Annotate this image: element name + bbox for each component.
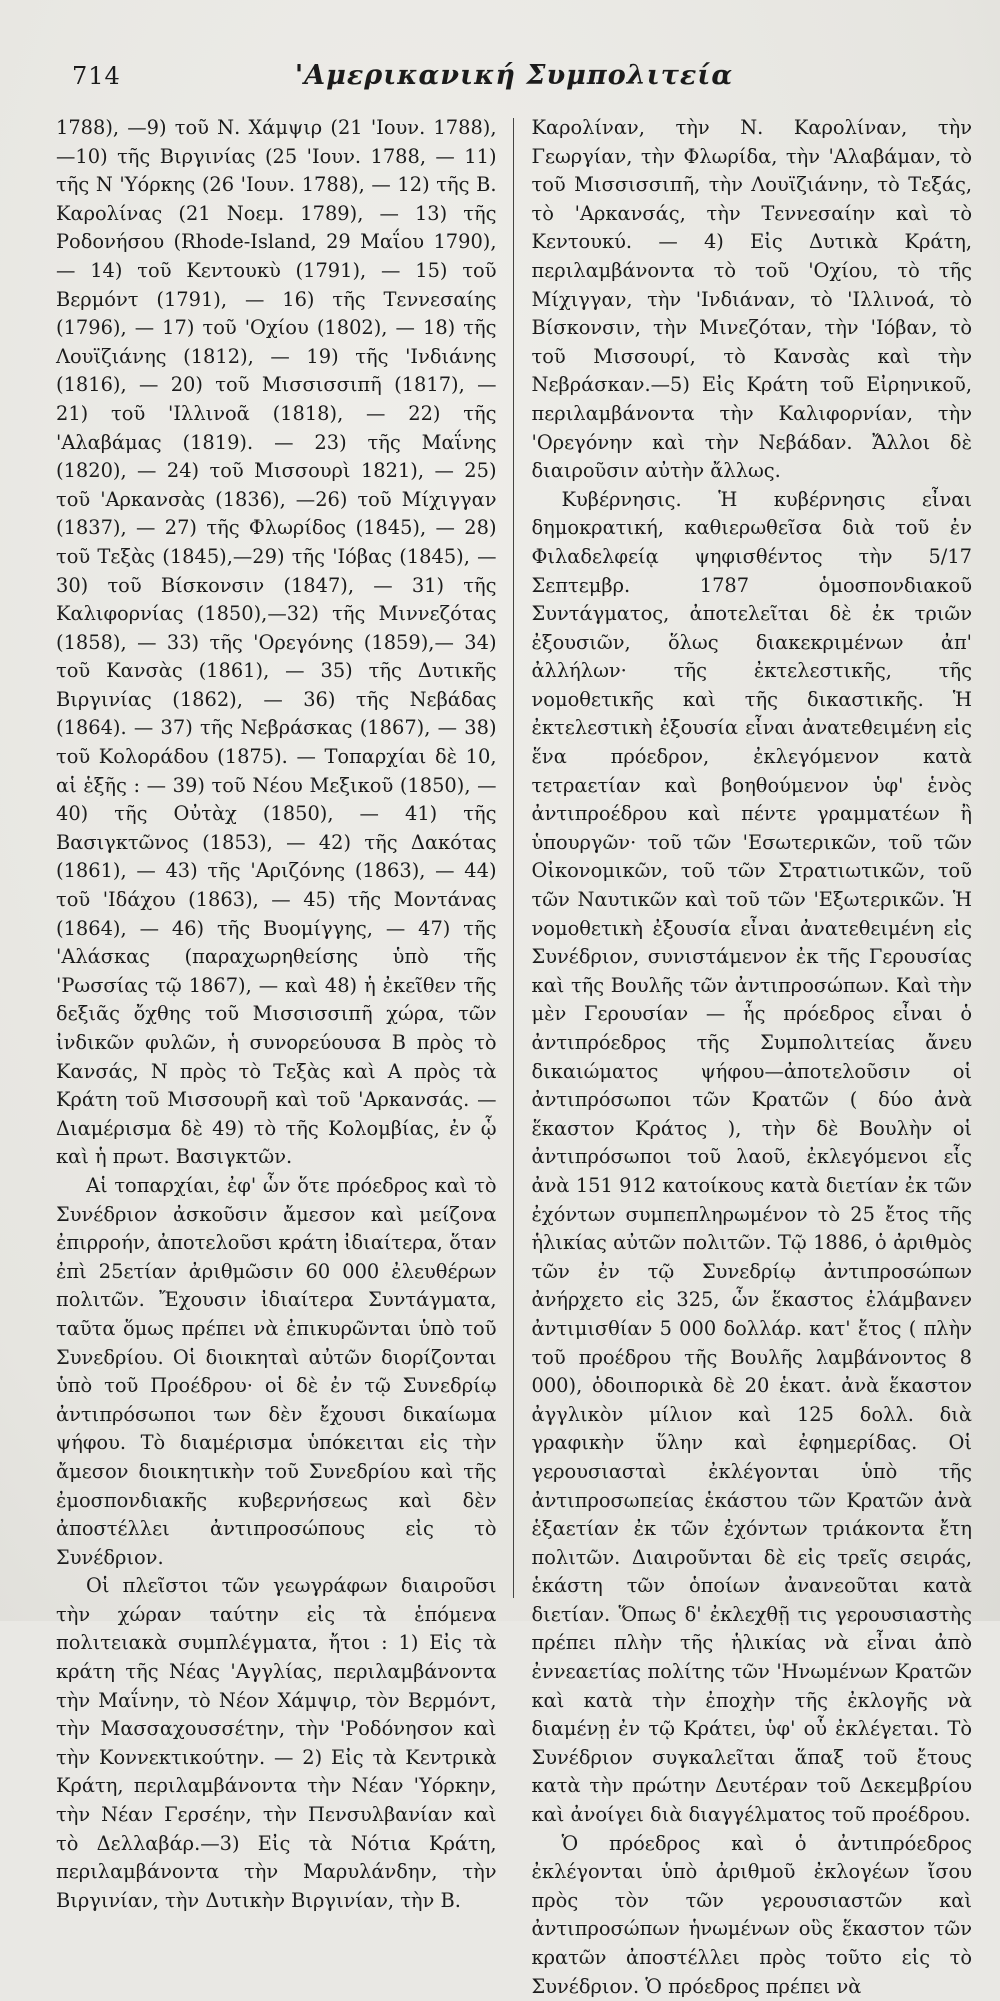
right-paragraph-1: Καρολίναν, τὴν Ν. Καρολίναν, τὴν Γεωργίαν, τὴν Φλωρίδα, τὴν 'Αλαβάμαν, τὸ τοῦ Μισσισσιπῆ, τὴν Λουϊζιάνην, τὸ Τεξάς, τὸ 'Αρκανσάς, τὴν Τεννεσαίην καὶ τὸ Κεντουκύ. — 4) Εἰς Δυτικὰ Κράτη, περιλαμβάνοντα τὸ τοῦ 'Οχίου, τὸ τῆς Μίχιγγαν, τὴν 'Ινδιάναν, τὸ 'Ιλλινοά, τὸ Βίσκονσιν, τὴν Μινεζόταν, τὴν 'Ιόβαν, τὸ τοῦ Μισσουρί, τὸ Κανσὰς καὶ τὴν Νεβράσκαν.—5) Εἰς Κράτη τοῦ Εἰρηνικοῦ, περιλαμβάνοντα τὴν Καλιφορνίαν, τὴν 'Ορεγόνην καὶ τὴν Νεβάδαν. Ἄλλοι δὲ διαιροῦσιν αὐτὴν ἄλλως. xyxy=(531,116,973,483)
left-paragraph-2: Αἱ τοπαρχίαι, ἐφ' ὧν ὅτε πρόεδρος καὶ τὸ Συνέδριον ἀσκοῦσιν ἄμεσον καὶ μείζονα ἐπιρροήν, ἀποτελοῦσι κράτη ἰδιαίτερα, ὅταν ἐπὶ 25ετίαν ἀριθμῶσιν 60 000 ἐλευθέρων πολιτῶν. Ἔχουσιν ἰδιαίτερα Συντάγματα, ταῦτα ὅμως πρέπει νὰ ἐπικυρῶνται ὑπὸ τοῦ Συνεδρίου. Οἱ διοικηταὶ αὐτῶν διορίζονται ὑπὸ τοῦ Προέδρου· οἱ δὲ ἐν τῷ Συνεδρίῳ ἀντιπρόσωποι των δὲν ἔχουσι δικαίωμα ψήφου. Τὸ διαμέρισμα ὑπόκειται εἰς τὴν ἄμεσον διοικητικὴν τοῦ Συνεδρίου καὶ τῆς ἐμοσπονδιακῆς κυβερνήσεως καὶ δὲν ἀποστέλλει ἀντιπροσώπους εἰς τὸ Συνέδριον. xyxy=(56,1173,497,1569)
left-column xyxy=(56,114,513,1912)
right-column xyxy=(514,114,973,1998)
right-paragraph-2: Κυβέρνησις. Ἡ κυβέρνησις εἶναι δημοκρατική, καθιερωθεῖσα διὰ τοῦ ἐν Φιλαδελφείᾳ ψηφισθέντος τὴν 5/17 Σεπτεμβρ. 1787 ὁμοσπονδιακοῦ Συντάγματος, ἀποτελεῖται δὲ ἐκ τριῶν ἐξουσιῶν, ὅλως διακεκριμένων ἀπ' ἀλλήλων· τῆς ἐκτελεστικῆς, τῆς νομοθετικῆς καὶ τῆς δικαστικῆς. Ἡ ἐκτελεστικὴ ἐξουσία εἶναι ἀνατεθειμένη εἰς ἕνα πρόεδρον, ἐκλεγόμενον κατὰ τετραετίαν καὶ βοηθούμενον ὑφ' ἑνὸς ἀντιπροέδρου καὶ πέντε γραμματέων ἢ ὑπουργῶν· τοῦ τῶν 'Εσωτερικῶν, τοῦ τῶν Οἰκονομικῶν, τοῦ τῶν Στρατιωτικῶν, τοῦ τῶν Ναυτικῶν καὶ τοῦ τῶν 'Εξωτερικῶν. Ἡ νομοθετικὴ ἐξουσία εἶναι ἀνατεθειμένη εἰς Συνέδριον, συνιστάμενον ἐκ τῆς Γερουσίας καὶ τῆς Βουλῆς τῶν ἀντιπροσώπων. Καὶ τὴν μὲν Γερουσίαν — ἧς πρόεδρος εἶναι ὁ ἀντιπρόεδρος τῆς Συμπολιτείας ἄνευ δικαιώματος ψήφου—ἀποτελοῦσιν οἱ ἀντιπρόσωποι τῶν Κρατῶν ( δύο ἀνὰ ἕκαστον Κράτος ), τὴν δὲ Βουλὴν οἱ ἀντιπρόσωποι τοῦ λαοῦ, ἐκλεγόμενοι εἷς ἀνὰ 151 912 κατοίκους κατὰ διετίαν ἐκ τῶν ἐχόντων συμπεπληρωμένον τὸ 25 ἔτος τῆς ἡλικίας αὐτῶν πολιτῶν. Τῷ 1886, ὁ ἀριθμὸς τῶν ἐν τῷ Συνεδρίῳ ἀντιπροσώπων ἀνήρχετο εἰς 325, ὧν ἕκαστος ἐλάμβανεν ἀντιμισθίαν 5 000 δολλάρ. κατ' ἔτος ( πλὴν τοῦ προέδρου τῆς Βουλῆς λαμβάνοντος 8 000), ὁδοιπορικὰ δὲ 20 ἑκατ. ἀνὰ ἕκαστον ἀγγλικὸν μίλιον καὶ 125 δολλ. διὰ γραφικὴν ὕλην καὶ ἐφημερίδας. Οἱ γερουσιασταὶ ἐκλέγονται ὑπὸ τῆς ἀντιπροσωπείας ἑκάστου τῶν Κρατῶν ἀνὰ ἑξαετίαν ἐκ τῶν ἐχόντων τριάκοντα ἔτη πολιτῶν. Διαιροῦνται δὲ εἰς τρεῖς σειράς, ἑκάστη τῶν ὁποίων ἀνανεοῦται κατὰ διετίαν. Ὅπως δ' ἐκλεχθῇ τις γερουσιαστὴς πρέπει πλὴν τῆς ἡλικίας νὰ εἶναι ἀπὸ ἐννεαετίας πολίτης τῶν 'Ηνωμένων Κρατῶν καὶ κατὰ τὴν ἐποχὴν τῆς ἐκλογῆς νὰ διαμένῃ ἐν τῷ Κράτει, ὑφ' οὗ ἐκλέγεται. Τὸ Συνέδριον συγκαλεῖται ἅπαξ τοῦ ἔτους κατὰ τὴν πρώτην Δευτέραν τοῦ Δεκεμβρίου καὶ ἀνοίγει διὰ διαγγέλματος τοῦ προέδρου. xyxy=(531,487,973,1827)
running-title: 'Αμερικανική Συμπολιτεία xyxy=(294,60,734,91)
right-paragraph-3: Ὁ πρόεδρος καὶ ὁ ἀντιπρόεδρος ἐκλέγονται ὑπὸ ἀριθμοῦ ἐκλογέων ἴσου πρὸς τὸν τῶν γερουσιαστῶν καὶ ἀντιπροσώπων ἡνωμένων οὓς ἕκαστον τῶν κρατῶν ἀποστέλλει πρὸς τοῦτο εἰς τὸ Συνέδριον. Ὁ πρόεδρος πρέπει νὰ xyxy=(531,1831,973,1998)
left-paragraph-3: Οἱ πλεῖστοι τῶν γεωγράφων διαιροῦσι τὴν χώραν ταύτην εἰς τὰ ἑπόμενα πολιτειακὰ συμπλέγματα, ἤτοι : 1) Εἰς τὰ κράτη τῆς Νέας 'Αγγλίας, περιλαμβάνοντα τὴν Μαΐνην, τὸ Νέον Χάμψιρ, τὸν Βερμόντ, τὴν Μασσαχουσσέτην, τὴν 'Ροδόνησον καὶ τὴν Κοννεκτικούτην. — 2) Εἰς τὰ Κεντρικὰ Κράτη, περιλαμβάνοντα τὴν Νέαν 'Υόρκην, τὴν Νέαν Γερσέην, τὴν Πενσυλβανίαν καὶ τὸ Δελλαβάρ.—3) Εἰς τὰ Νότια Κράτη, περιλαμβάνοντα τὴν Μαρυλάνδην, τὴν Βιργινίαν, τὴν Δυτικὴν Βιργινίαν, τὴν Β. xyxy=(56,1574,497,1912)
left-paragraph-1: 1788), —9) τοῦ Ν. Χάμψιρ (21 'Ιουν. 1788), —10) τῆς Βιργινίας (25 'Ιουν. 1788, — 11) τῆς Ν 'Υόρκης (26 'Ιουν. 1788), — 12) τῆς Β. Καρολίνας (21 Νοεμ. 1789), — 13) τῆς Ροδονήσου (Rhode-Island, 29 Μαΐου 1790), — 14) τοῦ Κεντουκὺ (1791), — 15) τοῦ Βερμόντ (1791), — 16) τῆς Τεννεσαίης (1796), — 17) τοῦ 'Οχίου (1802), — 18) τῆς Λουϊζιάνης (1812), — 19) τῆς 'Ινδιάνης (1816), — 20) τοῦ Μισσισσιπῆ (1817), — 21) τοῦ 'Ιλλινοᾶ (1818), — 22) τῆς 'Αλαβάμας (1819). — 23) τῆς Μαΐνης (1820), — 24) τοῦ Μισσουρὶ 1821), — 25) τοῦ 'Αρκανσὰς (1836), —26) τοῦ Μίχιγγαν (1837), — 27) τῆς Φλωρίδος (1845), — 28) τοῦ Τεξὰς (1845),—29) τῆς 'Ιόβας (1845), — 30) τοῦ Βίσκονσιν (1847), — 31) τῆς Καλιφορνίας (1850),—32) τῆς Μιννεζότας (1858), — 33) τῆς 'Ορεγόνης (1859),— 34) τοῦ Κανσὰς (1861), — 35) τῆς Δυτικῆς Βιργινίας (1862), — 36) τῆς Νεβάδας (1864). — 37) τῆς Νεβράσκας (1867), — 38) τοῦ Κολοράδου (1875). — Τοπαρχίαι δὲ 10, αἱ ἑξῆς : — 39) τοῦ Νέου Μεξικοῦ (1850), — 40) τῆς Οὐτὰχ (1850), — 41) τῆς Βασιγκτῶνος (1853), — 42) τῆς Δακότας (1861), — 43) τῆς 'Αριζόνης (1863), — 44) τοῦ 'Ιδάχου (1863), — 45) τῆς Μοντάνας (1864), — 46) τῆς Βυομίγγης, — 47) τῆς 'Αλάσκας (παραχωρηθείσης ὑπὸ τῆς 'Ρωσσίας τῷ 1867), — καὶ 48) ἡ ἐκεῖθεν τῆς δεξιᾶς ὄχθης τοῦ Μισσισσιπῆ χώρα, τῶν ἰνδικῶν φυλῶν, ἡ συνορεύουσα Β πρὸς τὸ Κανσάς, Ν πρὸς τὸ Τεξὰς καὶ Α πρὸς τὰ Κράτη τοῦ Μισσουρῆ καὶ τοῦ 'Αρκανσάς. — Διαμέρισμα δὲ 49) τὸ τῆς Κολομβίας, ἐν ᾧ καὶ ἡ πρωτ. Βασιγκτῶν. xyxy=(56,116,497,1169)
page-number: 714 xyxy=(72,62,121,90)
text-columns xyxy=(56,114,973,1998)
page-header xyxy=(56,56,972,100)
